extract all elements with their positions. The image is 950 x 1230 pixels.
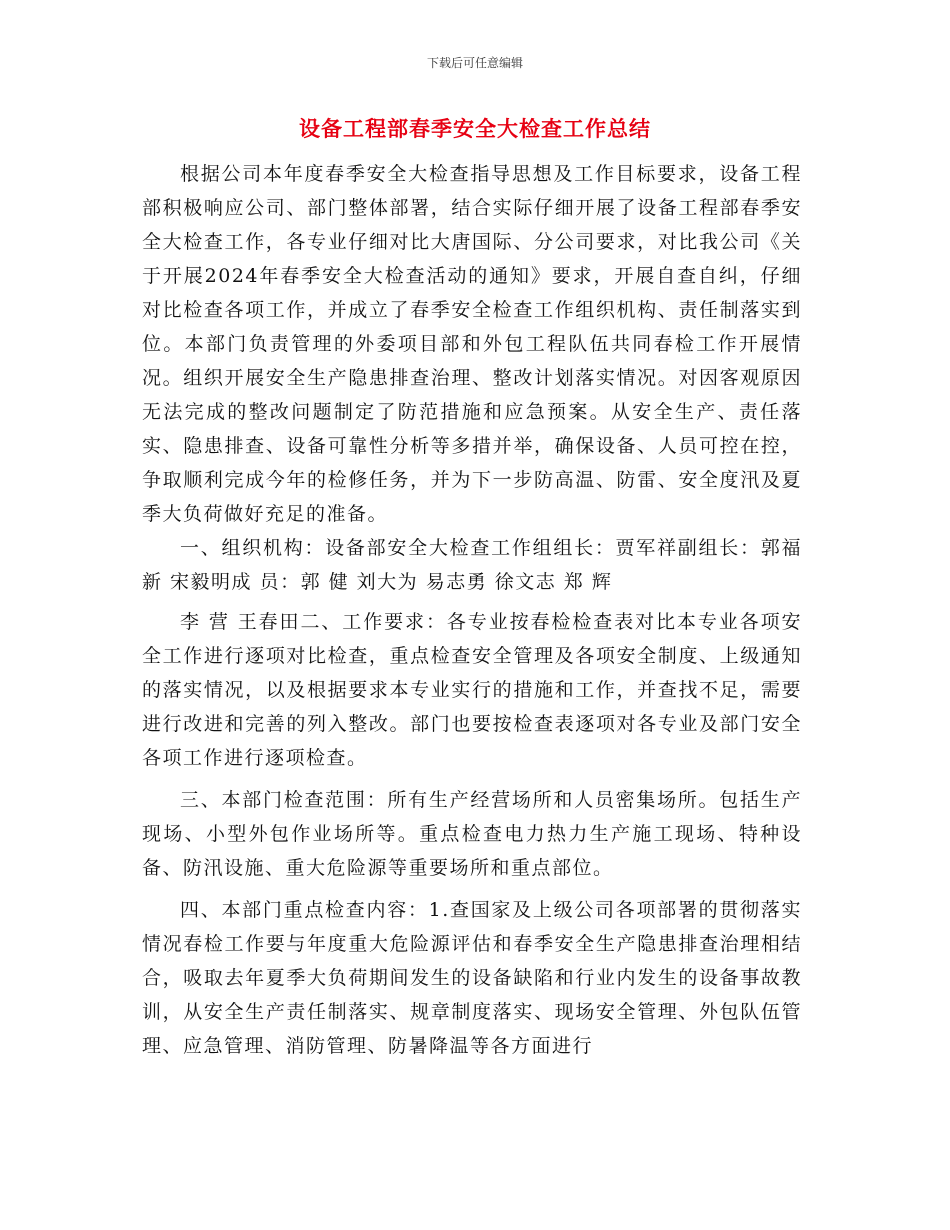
paragraph-scope: 三、本部门检查范围：所有生产经营场所和人员密集场所。包括生产现场、小型外包作业场所等。重点检查电力热力生产施工现场、特种设备、防汛设施、重大危险源等重要场所和重点部位。 bbox=[142, 789, 802, 879]
document-body bbox=[142, 157, 802, 1063]
header-note: 下载后可任意编辑 bbox=[426, 56, 523, 70]
paragraph-key-content: 四、本部门重点检查内容：1.查国家及上级公司各项部署的贯彻落实情况春检工作要与年度重大危险源评估和春季安全生产隐患排查治理相结合，吸取去年夏季大负荷期间发生的设备缺陷和行业内发生的设备事故教训，从安全生产责任制落实、规章制度落实、现场安全管理、外包队伍管理、应急管理、消防管理、防暑降温等各方面进行 bbox=[142, 899, 802, 1057]
paragraph-intro: 根据公司本年度春季安全大检查指导思想及工作目标要求，设备工程部积极响应公司、部门整体部署，结合实际仔细开展了设备工程部春季安全大检查工作，各专业仔细对比大唐国际、分公司要求，对比我公司《关于开展2024年春季安全大检查活动的通知》要求，开展自查自纠，仔细对比检查各项工作，并成立了春季安全检查工作组织机构、责任制落实到位。本部门负责管理的外委项目部和外包工程队伍共同春检工作开展情况。组织开展安全生产隐患排查治理、整改计划落实情况。对因客观原因无法完成的整改问题制定了防范措施和应急预案。从安全生产、责任落实、隐患排查、设备可靠性分析等多措并举，确保设备、人员可控在控，争取顺利完成今年的检修任务，并为下一步防高温、防雷、安全度汛及夏季大负荷做好充足的准备。 bbox=[142, 163, 802, 525]
document-title: 设备工程部春季安全大检查工作总结 bbox=[299, 117, 651, 141]
paragraph-organization: 一、组织机构：设备部安全大检查工作组组长：贾军祥副组长：郭福新 宋毅明成 员：郭 健 刘大为 易志勇 徐文志 郑 辉 bbox=[142, 537, 802, 593]
paragraph-requirements: 李 营 王春田二、工作要求：各专业按春检检查表对比本专业各项安全工作进行逐项对比检查，重点检查安全管理及各项安全制度、上级通知的落实情况，以及根据要求本专业实行的措施和工作，并查找不足，需要进行改进和完善的列入整改。部门也要按检查表逐项对各专业及部门安全各项工作进行逐项检查。 bbox=[142, 611, 802, 769]
